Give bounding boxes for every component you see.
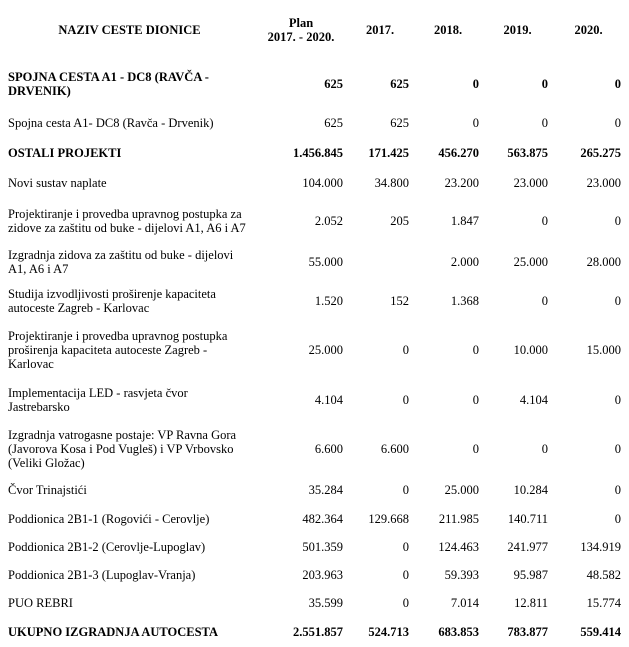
row-plan: 203.963 [302, 568, 343, 582]
table-row [4, 108, 625, 138]
row-name: Poddionica 2B1-2 (Cerovlje-Lupoglav) [8, 540, 206, 554]
row-2020: 134.919 [580, 540, 621, 554]
table-row [4, 561, 625, 589]
row-2017: 129.668 [368, 512, 409, 526]
row-2018: 2.000 [450, 255, 479, 269]
row-2020: 0 [614, 116, 621, 130]
row-2017 [347, 244, 413, 280]
row-2019: 10.284 [513, 483, 548, 497]
row-2019: 4.104 [519, 393, 548, 407]
row-2017: 0 [402, 568, 409, 582]
row-plan: 2.551.857 [293, 625, 343, 639]
row-2019: 0 [541, 294, 548, 308]
row-2020: 15.774 [586, 596, 621, 610]
row-2017: 625 [390, 77, 409, 91]
row-2018: 0 [472, 393, 479, 407]
table-row [4, 377, 625, 423]
header-plan [255, 0, 347, 60]
row-2018: 1.847 [450, 214, 479, 228]
row-2020: 0 [614, 483, 621, 497]
row-2020: 23.000 [586, 176, 621, 190]
row-2018: 456.270 [438, 146, 479, 160]
row-name: UKUPNO IZGRADNJA AUTOCESTA [8, 625, 218, 639]
row-name: Poddionica 2B1-3 (Lupoglav-Vranja) [8, 568, 196, 582]
row-plan: 2.052 [314, 214, 343, 228]
investment-table [4, 0, 625, 647]
row-2017: 0 [402, 596, 409, 610]
row-2019: 0 [541, 214, 548, 228]
row-name: PUO REBRI [8, 596, 73, 610]
row-name: Poddionica 2B1-1 (Rogovići - Cerovlje) [8, 512, 210, 526]
row-plan: 1.520 [314, 294, 343, 308]
table-row-section [4, 60, 625, 108]
row-2017: 205 [390, 214, 409, 228]
row-2020: 0 [614, 442, 621, 456]
header-2018: 2018. [433, 23, 463, 37]
row-plan: 55.000 [308, 255, 343, 269]
row-2017: 0 [402, 342, 409, 357]
row-name: Izgradnja zidova za zaštitu od buke - dijelovi A1, A6 i A7 [8, 248, 234, 276]
row-name: Spojna cesta A1- DC8 (Ravča - Drvenik) [8, 116, 214, 130]
row-name: SPOJNA CESTA A1 - DC8 (RAVČA - DRVENIK) [8, 70, 209, 98]
table-row [4, 280, 625, 322]
row-2019: 563.875 [507, 146, 548, 160]
row-plan: 25.000 [308, 342, 343, 357]
row-2018: 683.853 [438, 625, 479, 639]
row-2017: 152 [390, 294, 409, 308]
row-plan: 104.000 [302, 176, 343, 190]
row-name: Projektiranje i provedba upravnog postupka za zidove za zaštitu od buke - dijelovi A1, A6 i A7 [8, 207, 246, 235]
row-plan: 501.359 [302, 540, 343, 554]
header-2019: 2019. [503, 23, 532, 37]
table-row [4, 589, 625, 617]
row-2017: 0 [402, 483, 409, 497]
row-2019: 0 [541, 77, 548, 91]
row-2018: 0 [472, 116, 479, 130]
row-plan: 625 [324, 116, 343, 130]
row-2018: 0 [472, 442, 479, 456]
row-2020: 559.414 [580, 625, 621, 639]
row-plan: 35.284 [308, 483, 343, 497]
header-row [4, 0, 625, 60]
table-row-total [4, 617, 625, 647]
row-2018: 0 [472, 77, 479, 91]
header-plan-line1: Plan [288, 16, 314, 30]
table-row [4, 244, 625, 280]
row-plan: 625 [324, 77, 343, 91]
row-2020: 48.582 [586, 568, 621, 582]
row-plan: 6.600 [314, 442, 343, 456]
row-2018: 124.463 [438, 540, 479, 554]
row-2018: 1.368 [450, 294, 479, 308]
row-2020: 0 [614, 512, 621, 526]
row-2020: 28.000 [586, 255, 621, 269]
row-2017: 524.713 [368, 625, 409, 639]
table-row [4, 322, 625, 377]
row-2019: 140.711 [507, 512, 548, 526]
row-2020: 0 [614, 393, 621, 407]
row-2019: 12.811 [514, 596, 548, 610]
table-row-section [4, 138, 625, 168]
row-2019: 241.977 [507, 540, 548, 554]
table-row [4, 423, 625, 475]
row-plan: 1.456.845 [293, 146, 343, 160]
row-name: Studija izvodljivosti proširenje kapaciteta autoceste Zagreb - Karlovac [8, 287, 216, 315]
table-row [4, 475, 625, 505]
row-plan: 35.599 [308, 596, 343, 610]
row-name: OSTALI PROJEKTI [8, 146, 122, 160]
row-name: Izgradnja vatrogasne postaje: VP Ravna Gora (Javorova Kosa i Pod Vugleš) i VP Vrbovsko (Veliki Gložac) [8, 428, 237, 470]
row-2018: 23.200 [444, 176, 479, 190]
row-2018: 59.393 [444, 568, 479, 582]
header-plan-line2: 2017. - 2020. [267, 30, 335, 44]
row-2017: 171.425 [368, 146, 409, 160]
row-plan: 4.104 [314, 393, 343, 407]
header-2017: 2017. [365, 23, 395, 37]
row-2020: 265.275 [580, 146, 621, 160]
row-2020: 15.000 [586, 342, 621, 357]
row-2019: 0 [541, 442, 548, 456]
row-name: Projektiranje i provedba upravnog postupka proširenja kapaciteta autoceste Zagreb - Karlovac [8, 328, 228, 371]
row-2019: 10.000 [513, 342, 548, 357]
header-name: NAZIV CESTE DIONICE [58, 23, 201, 37]
row-name: Implementacija LED - rasvjeta čvor Jastrebarsko [8, 386, 188, 414]
row-name: Čvor Trinajstići [8, 483, 87, 497]
row-2020: 0 [614, 77, 621, 91]
row-2019: 25.000 [513, 255, 548, 269]
row-2017: 0 [402, 393, 409, 407]
row-2020: 0 [614, 214, 621, 228]
row-2017: 6.600 [380, 442, 409, 456]
table-row [4, 533, 625, 561]
row-name: Novi sustav naplate [8, 176, 107, 190]
row-2019: 23.000 [513, 176, 548, 190]
table-row [4, 198, 625, 244]
table-row [4, 168, 625, 198]
row-2018: 7.014 [450, 596, 479, 610]
table-row [4, 505, 625, 533]
row-2019: 0 [541, 116, 548, 130]
row-2017: 625 [390, 116, 409, 130]
row-2018: 25.000 [444, 483, 479, 497]
row-2020: 0 [614, 294, 621, 308]
row-2018: 0 [472, 342, 479, 357]
row-plan: 482.364 [302, 512, 343, 526]
header-2020: 2020. [574, 23, 603, 37]
row-2017: 34.800 [374, 176, 409, 190]
row-2018: 211.985 [438, 512, 479, 526]
row-2019: 95.987 [513, 568, 548, 582]
row-2017: 0 [402, 540, 409, 554]
row-2019: 783.877 [507, 625, 548, 639]
